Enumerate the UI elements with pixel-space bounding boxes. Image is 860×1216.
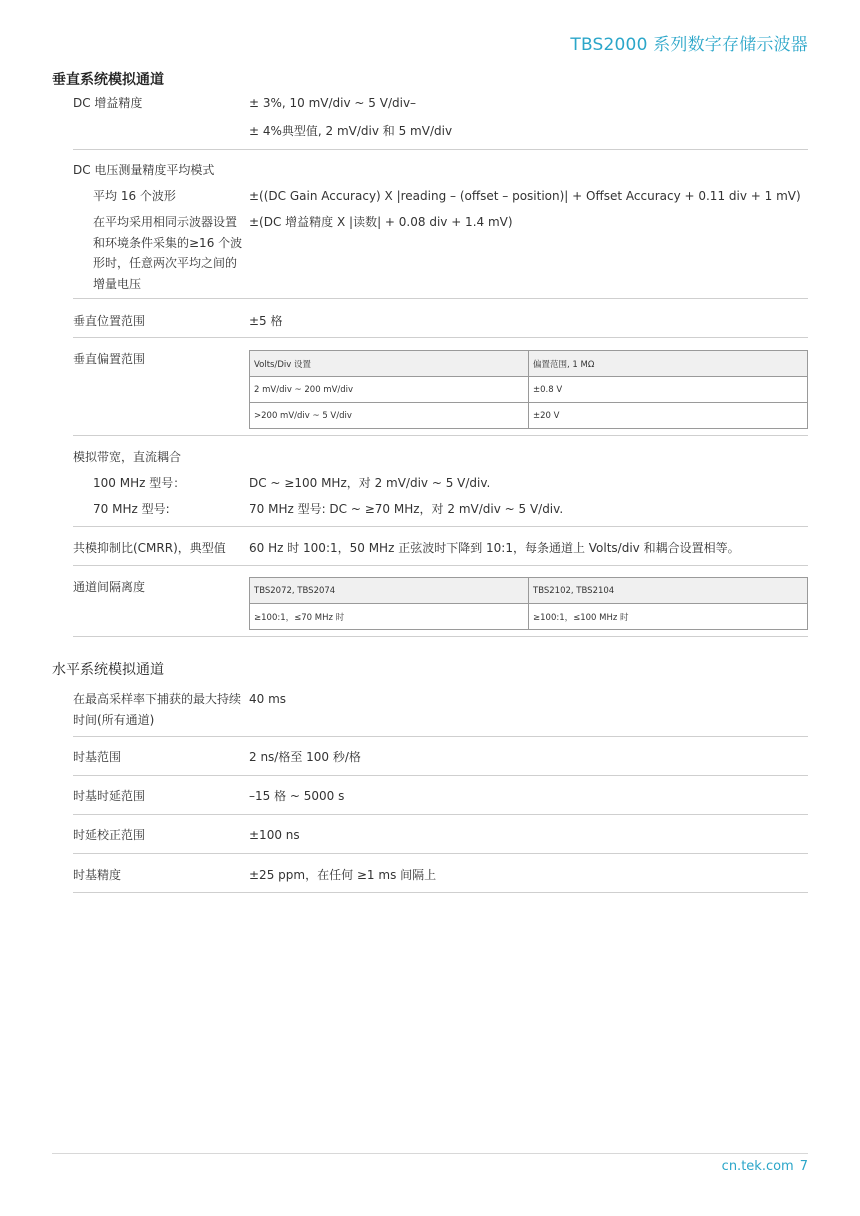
row-divider: [73, 149, 808, 150]
row-divider: [73, 775, 808, 776]
table-header-row: [250, 578, 808, 604]
table-cell: 2 mV/div ~ 200 mV/div: [250, 377, 529, 403]
delay-range-value: –15 格 ~ 5000 s: [249, 789, 345, 803]
deskew-range-label: 时延校正范围: [73, 828, 146, 842]
position-range-label: 垂直位置范围: [73, 314, 146, 328]
max-duration-value: 40 ms: [249, 692, 287, 706]
dc-measure-label: DC 电压测量精度平均模式: [73, 163, 215, 177]
cmrr-value: 60 Hz 时 100:1，50 MHz 正弦波时下降到 10:1，每条通道上 Volts/div 和耦合设置相等。: [249, 541, 740, 555]
dc-gain-label: DC 增益精度: [73, 96, 143, 110]
deskew-range-value: ±100 ns: [249, 828, 300, 842]
row-divider: [73, 435, 808, 436]
row-divider: [73, 565, 808, 566]
row-divider: [73, 636, 808, 637]
table-header-cell: TBS2072, TBS2074: [250, 578, 529, 604]
position-range-value: ±5 格: [249, 314, 283, 328]
cmrr-label: 共模抑制比(CMRR)，典型值: [73, 541, 226, 555]
row-divider: [73, 337, 808, 338]
table-cell: >200 mV/div ~ 5 V/div: [250, 403, 529, 429]
delta-voltage-label: 在平均采用相同示波器设置和环境条件采集的≥16 个波形时，任意两次平均之间的增量电压: [93, 215, 243, 291]
offset-range-table: [249, 350, 808, 429]
table-row: [250, 403, 808, 429]
isolation-table: [249, 577, 808, 630]
table-header-cell: TBS2102, TBS2104: [529, 578, 808, 604]
bandwidth-70mhz-value: 70 MHz 型号: DC ~ ≥70 MHz，对 2 mV/div ~ 5 V/div.: [249, 502, 564, 516]
bandwidth-100mhz-label: 100 MHz 型号：: [93, 476, 186, 490]
table-cell: ≥100:1，≤100 MHz 时: [529, 604, 808, 630]
bandwidth-100mhz-value: DC ~ ≥100 MHz，对 2 mV/div ~ 5 V/div.: [249, 476, 491, 490]
table-cell: ≥100:1，≤70 MHz 时: [250, 604, 529, 630]
page-number: 7: [799, 1159, 808, 1174]
table-row: [250, 377, 808, 403]
bandwidth-70mhz-label: 70 MHz 型号:: [93, 502, 170, 516]
timebase-range-label: 时基范围: [73, 750, 122, 764]
max-duration-label: 在最高采样率下捕获的最大持续时间(所有通道): [73, 692, 242, 727]
row-divider: [73, 814, 808, 815]
document-header-title: TBS2000 系列数字存储示波器: [570, 35, 808, 55]
timebase-accuracy-label: 时基精度: [73, 868, 122, 882]
avg16-label: 平均 16 个波形: [93, 189, 176, 203]
timebase-accuracy-value: ±25 ppm，在任何 ≥1 ms 间隔上: [249, 868, 437, 882]
row-divider: [73, 892, 808, 893]
dc-gain-value-2: ± 4%典型值, 2 mV/div 和 5 mV/div: [249, 124, 453, 138]
table-header-cell: 偏置范围, 1 MΩ: [529, 351, 808, 377]
footer: [722, 1159, 808, 1174]
row-divider: [73, 853, 808, 854]
isolation-label: 通道间隔离度: [73, 580, 146, 594]
timebase-range-value: 2 ns/格至 100 秒/格: [249, 750, 361, 764]
vertical-section-title: 垂直系统模拟通道: [52, 72, 164, 88]
footer-divider: [52, 1153, 808, 1154]
table-cell: ±20 V: [529, 403, 808, 429]
bandwidth-label: 模拟带宽，直流耦合: [73, 450, 182, 464]
row-divider: [73, 736, 808, 737]
offset-range-label: 垂直偏置范围: [73, 352, 146, 366]
avg16-value: ±((DC Gain Accuracy) X |reading – (offset – position)| + Offset Accuracy + 0.11 div + 1 mV): [249, 189, 801, 203]
horizontal-section-title: 水平系统模拟通道: [52, 662, 164, 678]
footer-site-link[interactable]: cn.tek.com: [721, 1159, 794, 1174]
delta-voltage-value: ±(DC 增益精度 X |读数| + 0.08 div + 1.4 mV): [249, 215, 513, 229]
row-divider: [73, 298, 808, 299]
row-divider: [73, 526, 808, 527]
table-cell: ±0.8 V: [529, 377, 808, 403]
dc-gain-value-1: ± 3%, 10 mV/div ~ 5 V/div–: [249, 96, 417, 110]
delay-range-label: 时基时延范围: [73, 789, 146, 803]
table-row: [250, 604, 808, 630]
table-header-row: [250, 351, 808, 377]
table-header-cell: Volts/Div 设置: [250, 351, 529, 377]
